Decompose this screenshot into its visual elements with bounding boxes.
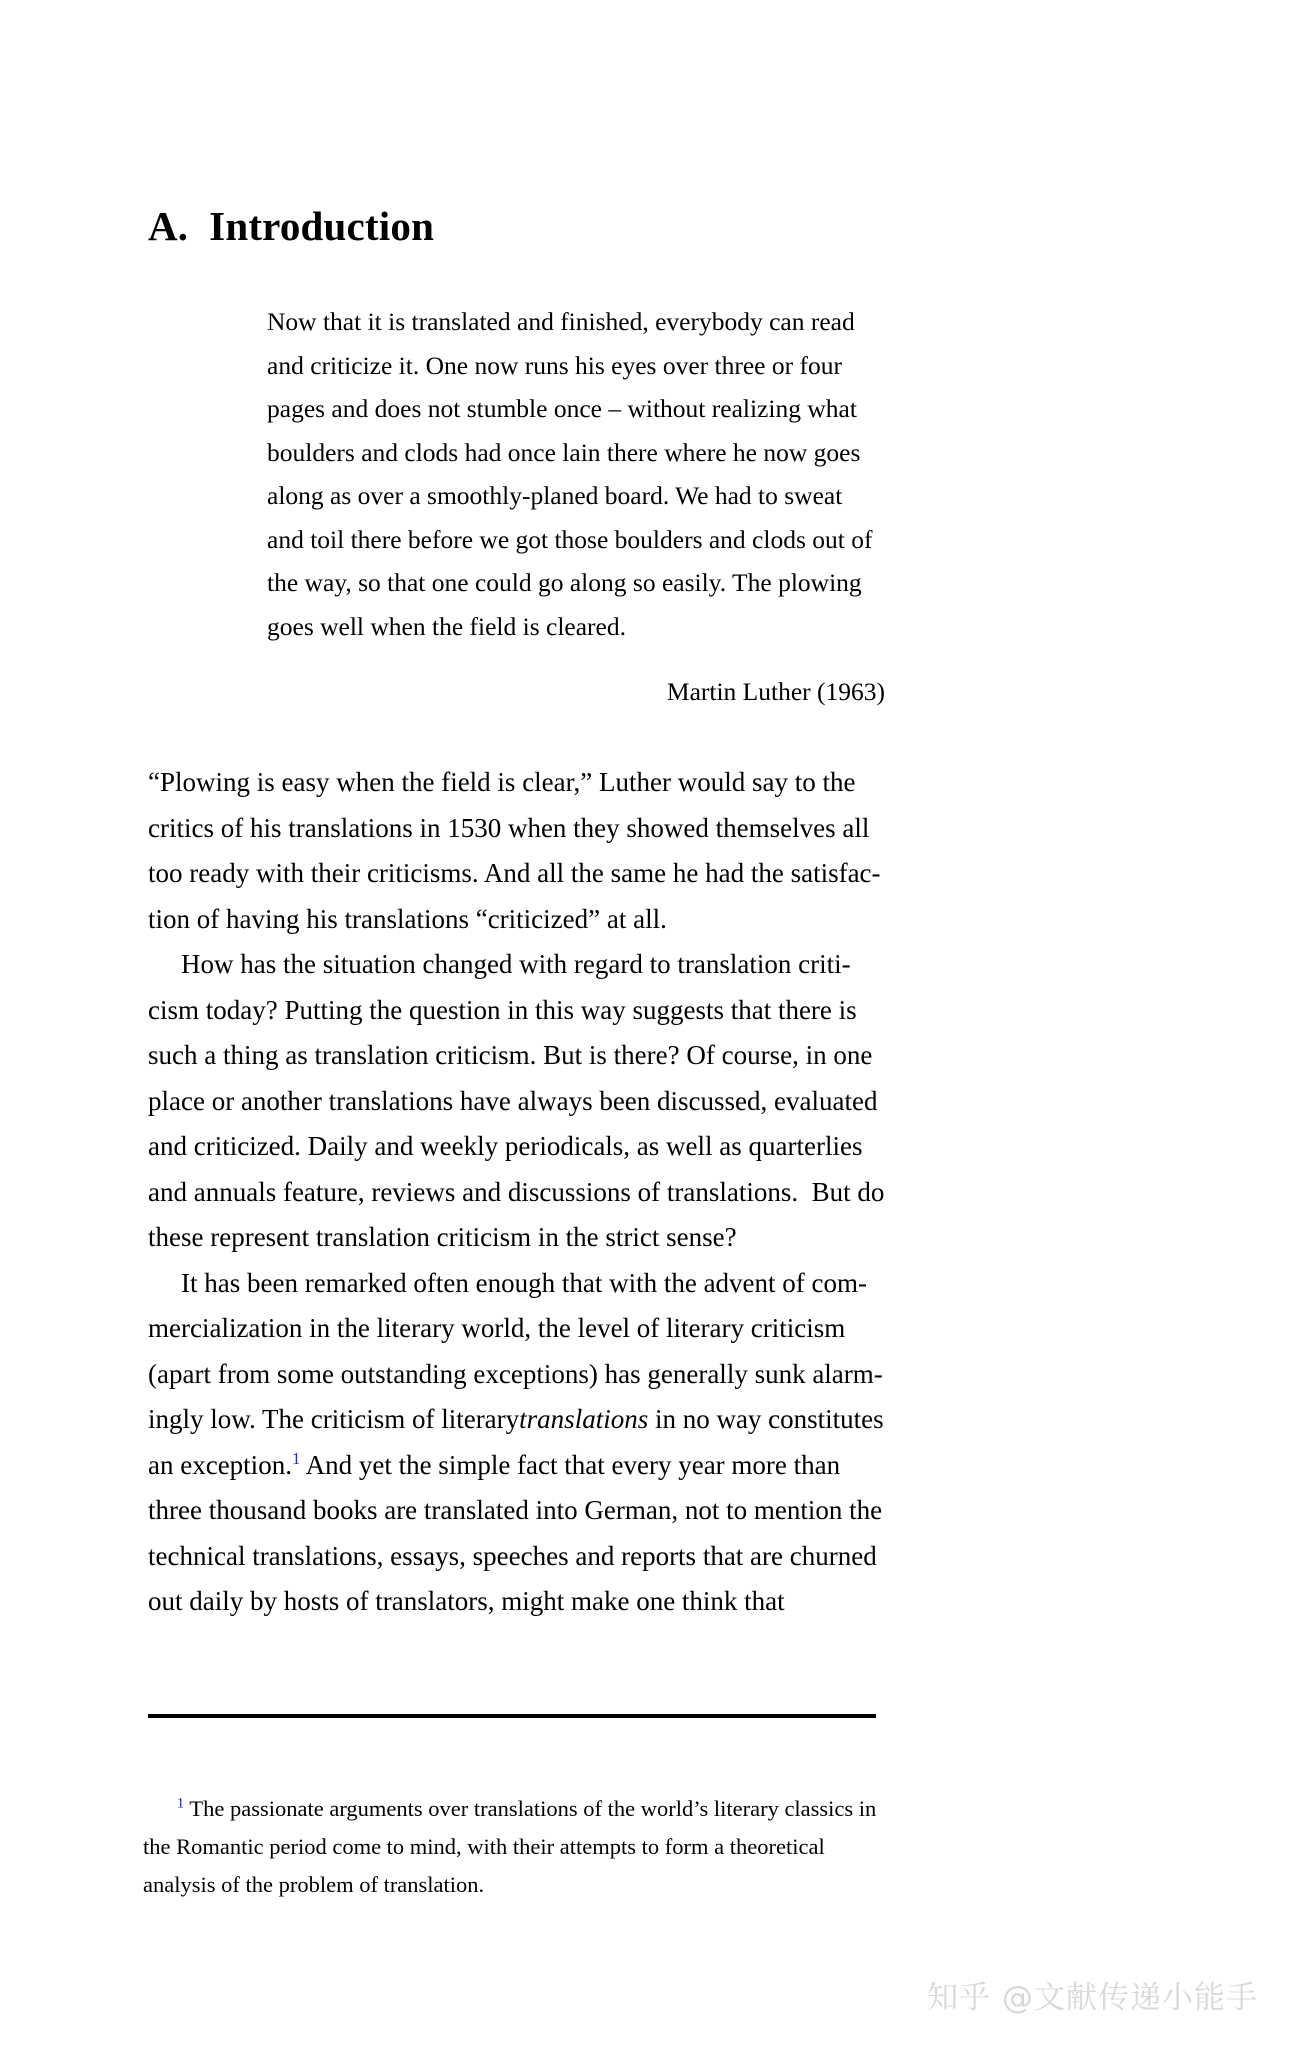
footnote-separator-rule <box>148 1714 876 1718</box>
epigraph-attribution-text: Martin Luther (1963) <box>666 677 885 706</box>
epigraph-attribution <box>267 670 885 714</box>
page-title: A. Introduction <box>148 203 435 250</box>
footnote <box>143 1752 893 1942</box>
paragraph: “Plowing is easy when the field is clear,” Luther would say to the critics of his translations in 1530 when they showed themselves all too ready with their criticisms. And all the same he had the satisfac-tion of having his translations “criticized” at all. <box>148 767 881 934</box>
footnote-body <box>143 1752 893 1942</box>
epigraph-blockquote <box>267 300 883 648</box>
epigraph-text: Now that it is translated and finished, everybody can read and criticize it. One now runs his eyes over three or four pages and does not stumble once – without realizing what boulders and clods had once lain there where he now goes along as over a smoothly-planed board. We had to sweat and toil there before we got those boulders and clods out of the way, so that one could go along so easily. The plowing goes well when the field is cleared. <box>267 307 873 641</box>
paragraph: It has been remarked often enough that with the advent of com-mercialization in the literary world, the level of literary criticism (apart from some outstanding exceptions) has generally sunk alarm-ingly low. The criticism of literarytranslations in no way constitutes an exception.$^1$ And yet the simple fact that every year more than three thousand books are translated into German, not to mention the technical translations, essays, speeches and reports that are churned out daily by hosts of translators, might make one think that <box>148 1267 891 1616</box>
footnote-number[interactable]: 1 <box>176 1795 185 1812</box>
zhihu-watermark: 知乎 @文献传递小能手 <box>927 1980 1258 2016</box>
footnote-reference[interactable]: 1 <box>291 1448 301 1468</box>
footnote-text: The passionate arguments over translations of the world’s literary classics in the Romantic period come to mind, with their attempts to form a theoretical analysis of the problem of translation. <box>143 1796 882 1897</box>
body-text <box>148 760 892 1625</box>
italic-emphasis: translations <box>519 1404 649 1434</box>
paragraph: How has the situation changed with regard to translation criti-cism today? Putting the question in this way suggests that there is such a thing as translation criticism. But is there? Of course, in one place or another translations have always been discussed, evaluated and criticized. Daily and weekly periodicals, as well as quarterlies and annuals feature, reviews and discussions of translations. But do these represent translation criticism in the strict sense? <box>148 949 892 1252</box>
